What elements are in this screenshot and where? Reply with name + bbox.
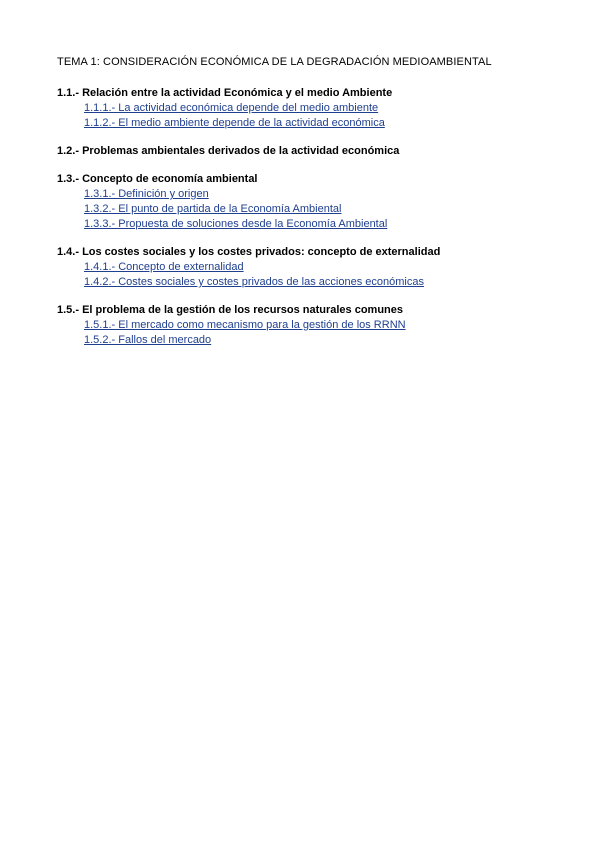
toc-section-1-1 [57, 86, 577, 131]
list-item [84, 217, 577, 232]
list-item [84, 260, 577, 275]
toc-link-1-5-1[interactable]: 1.5.1.- El mercado como mecanismo para la gestión de los RRNN [84, 319, 406, 331]
list-item [84, 187, 577, 202]
list-item [84, 202, 577, 217]
section-heading: 1.2.- Problemas ambientales derivados de la actividad económica [57, 145, 400, 157]
list-item [84, 333, 577, 348]
table-of-contents [57, 86, 577, 361]
toc-link-1-4-2[interactable]: 1.4.2.- Costes sociales y costes privados de las acciones económicas [84, 276, 424, 288]
toc-link-1-3-1[interactable]: 1.3.1.- Definición y origen [84, 188, 209, 200]
section-heading: 1.1.- Relación entre la actividad Económica y el medio Ambiente [57, 87, 393, 99]
toc-section-1-4 [57, 245, 577, 290]
toc-link-1-1-2[interactable]: 1.1.2.- El medio ambiente depende de la actividad económica [84, 117, 385, 129]
toc-link-1-1-1[interactable]: 1.1.1.- La actividad económica depende del medio ambiente [84, 102, 379, 114]
subsection-list [57, 318, 577, 348]
toc-link-1-3-2[interactable]: 1.3.2.- El punto de partida de la Economía Ambiental [84, 203, 342, 215]
document-title: TEMA 1: CONSIDERACIÓN ECONÓMICA DE LA DEGRADACIÓN MEDIOAMBIENTAL [57, 56, 492, 68]
toc-link-1-4-1[interactable]: 1.4.1.- Concepto de externalidad [84, 261, 244, 273]
toc-link-1-5-2[interactable]: 1.5.2.- Fallos del mercado [84, 334, 212, 346]
section-heading: 1.3.- Concepto de economía ambiental [57, 173, 258, 185]
list-item [84, 318, 577, 333]
toc-section-1-2 [57, 144, 577, 159]
list-item [84, 101, 577, 116]
subsection-list [57, 101, 577, 131]
list-item [84, 275, 577, 290]
toc-section-1-5 [57, 303, 577, 348]
subsection-list [57, 187, 577, 232]
list-item [84, 116, 577, 131]
toc-link-1-3-3[interactable]: 1.3.3.- Propuesta de soluciones desde la Economía Ambiental [84, 218, 388, 230]
toc-section-1-3 [57, 172, 577, 232]
section-heading: 1.4.- Los costes sociales y los costes privados: concepto de externalidad [57, 246, 441, 258]
section-heading: 1.5.- El problema de la gestión de los recursos naturales comunes [57, 304, 404, 316]
subsection-list [57, 260, 577, 290]
